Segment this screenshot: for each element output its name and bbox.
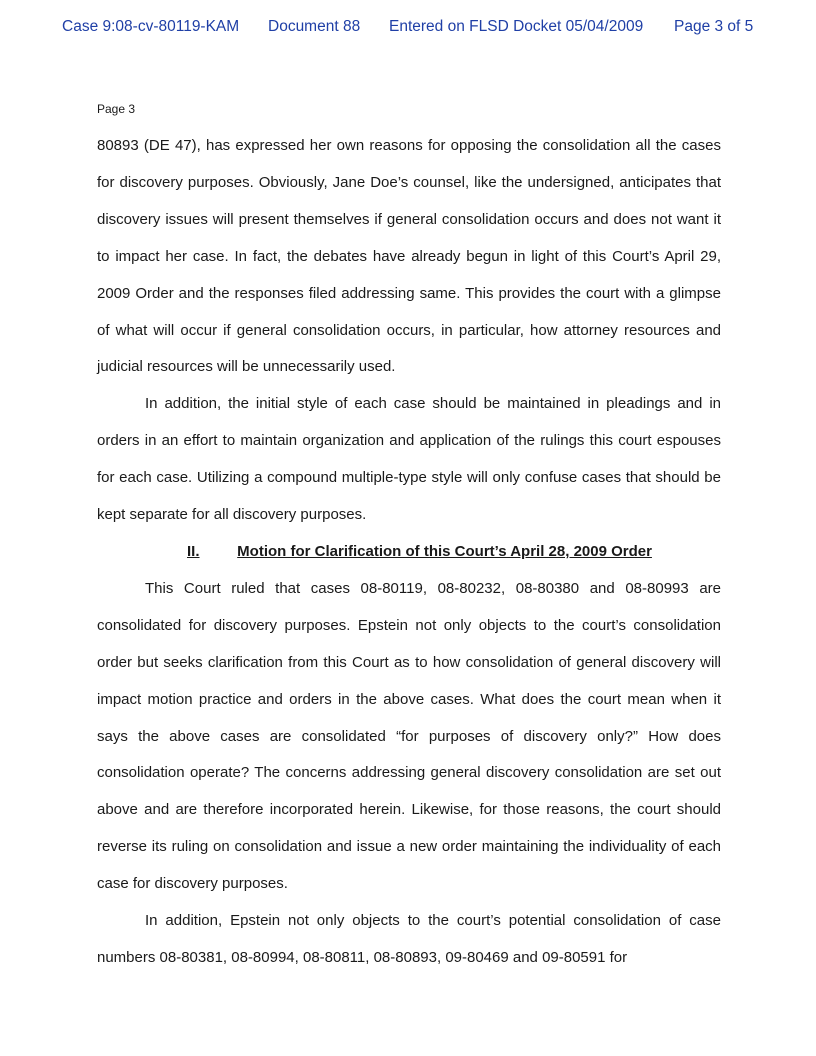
docket-header [62,18,776,38]
paragraph-style-of-case: In addition, the initial style of each case should be maintained in pleadings and in orders in an effort to maintain organization and application of the rulings this court espouses for each case. Utilizing a compound multiple-type style will only confuse cases that should be kept separate for all discovery purposes. [97,395,721,524]
section-title: Motion for Clarification of this Court’s April 28, 2009 Order [237,542,652,560]
header-document-number: Document 88 [268,18,361,35]
paragraph-continued: 80893 (DE 47), has expressed her own reasons for opposing the consolidation all the cases for discovery purposes. Obviously, Jane Doe’s counsel, like the undersigned, anticipates that discovery issues will present themselves if general consolidation occurs and does not want it to impact her case. In fact, the debates have already begun in light of this Court’s April 29, 2009 Order and the responses filed addressing same. This provides the court with a glimpse of what will occur if general consolidation occurs, in particular, how attorney resources and judicial resources will be unnecessarily used. [97,137,721,376]
header-entered-date: Entered on FLSD Docket 05/04/2009 [389,18,644,35]
header-case-number: Case 9:08-cv-80119-KAM [62,18,240,35]
page-label: Page 3 [97,102,136,116]
section-heading [97,534,721,571]
paragraph-additional-objection: In addition, Epstein not only objects to the court’s potential consolidation of case numbers 08-80381, 08-80994, 08-80811, 08-80893, 09-80469 and 09-80591 for [97,912,721,966]
paragraph-court-ruling: This Court ruled that cases 08-80119, 08-80232, 08-80380 and 08-80993 are consolidated for discovery purposes. Epstein not only objects to the court’s consolidation order but seeks clarification from this Court as to how consolidation of general discovery will impact motion practice and orders in the above cases. What does the court mean when it says the above cases are consolidated “for purposes of discovery only?” How does consolidation operate? The concerns addressing general discovery consolidation are set out above and are therefore incorporated herein. Likewise, for those reasons, the court should reverse its ruling on consolidation and issue a new order maintaining the individuality of each case for discovery purposes. [97,579,721,893]
header-page-count: Page 3 of 5 [674,18,754,35]
section-number: II. [187,542,200,560]
document-body [97,128,721,977]
